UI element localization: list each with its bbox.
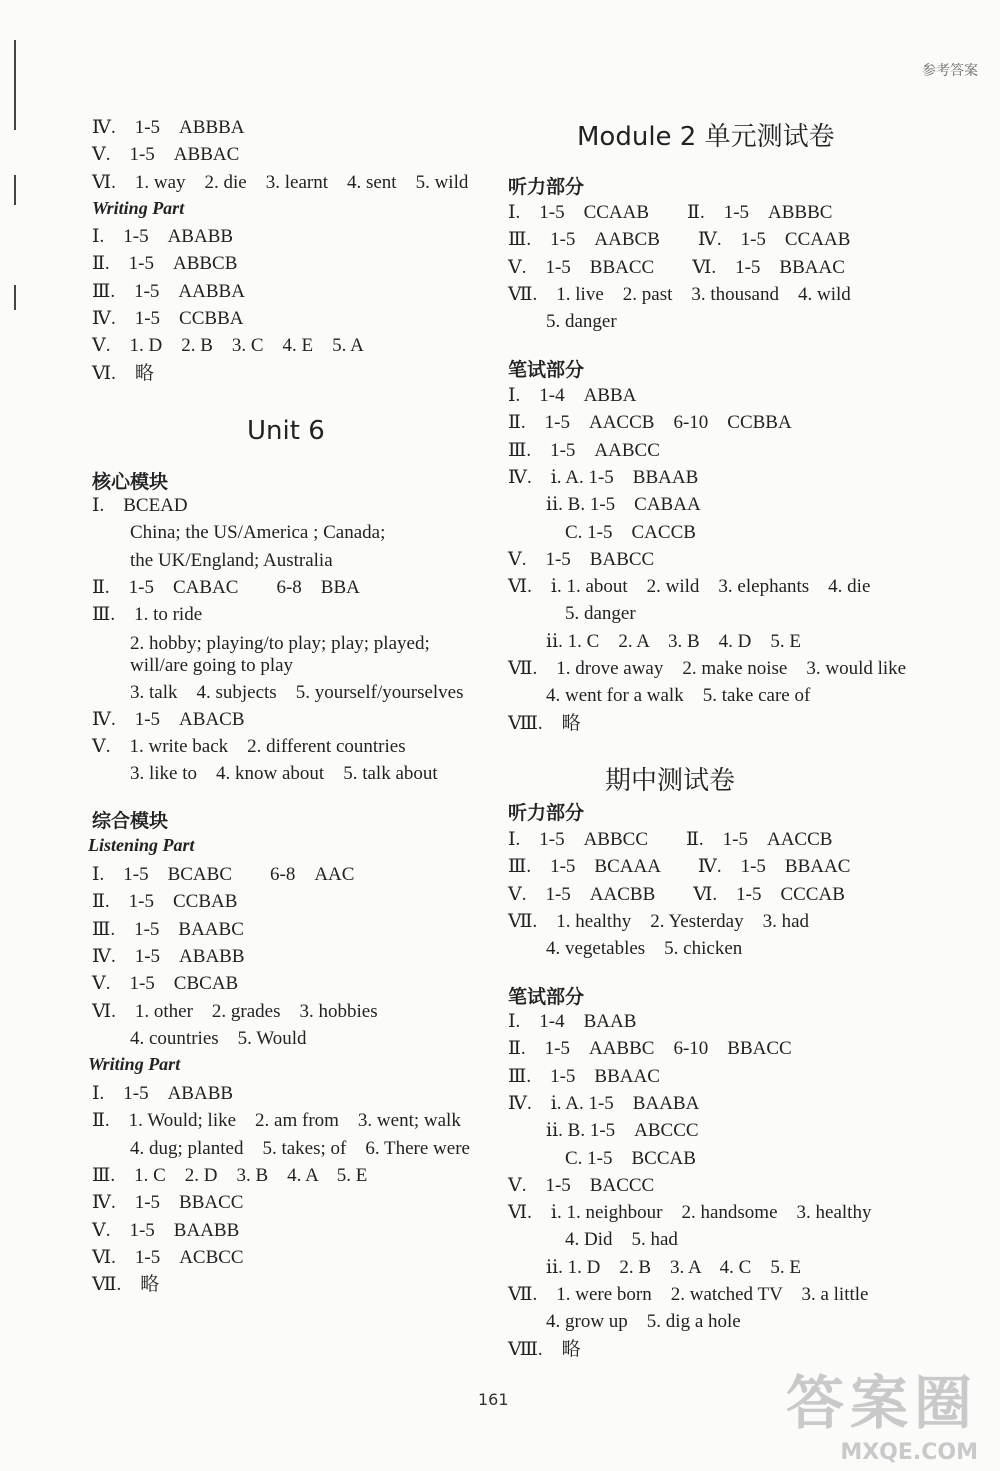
unit-title: Unit 6: [247, 416, 325, 446]
answer-line: Ⅲ. 1. to ride: [92, 604, 203, 625]
answer-line: Ⅴ. 1-5 CBCAB: [92, 973, 239, 995]
answer-line: 3. talk 4. subjects 5. yourself/yourselves: [92, 682, 464, 703]
answer-line: 4. went for a walk 5. take care of: [508, 685, 811, 707]
answer-line: 4. countries 5. Would: [92, 1027, 307, 1049]
answer-line: Ⅰ. 1-5 ABBCC Ⅱ. 1-5 AACCB: [508, 829, 833, 850]
answer-line: ⅱ. B. 1-5 CABAA: [508, 494, 701, 516]
answer-line: Ⅷ. 略: [508, 1338, 581, 1360]
section-heading-written: 笔试部分: [508, 986, 585, 1008]
answer-line: Ⅴ. 1-5 BAABB: [92, 1219, 240, 1241]
answer-line: Ⅵ. 1-5 ACBCC: [92, 1246, 244, 1268]
answer-line: Ⅳ. ⅰ. A. 1-5 BBAAB: [508, 466, 699, 488]
section-heading-listening: 听力部分: [508, 802, 585, 824]
answer-line: Ⅰ. 1-4 BAAB: [508, 1011, 637, 1032]
answer-line: Ⅰ. BCEAD: [92, 495, 188, 516]
answer-line: China; the US/America ; Canada;: [92, 522, 386, 543]
answer-line: Ⅰ. 1-4 ABBA: [508, 385, 637, 406]
answer-line: Ⅷ. 略: [508, 712, 581, 734]
answer-line: Ⅲ. 1-5 AABCC: [508, 439, 660, 461]
answer-line: 2. hobby; playing/to play; play; played;: [92, 633, 430, 654]
answer-line: the UK/England; Australia: [92, 550, 333, 571]
answer-line: Ⅴ. 1-5 ABBAC: [92, 144, 240, 166]
answer-line: 5. danger: [508, 603, 636, 625]
section-heading-listening: 听力部分: [508, 176, 585, 198]
answer-line: ⅱ. 1. D 2. B 3. A 4. C 5. E: [508, 1256, 801, 1278]
answer-line: Ⅴ. 1. write back 2. different countries: [92, 736, 406, 757]
answer-line: Ⅵ. 1. way 2. die 3. learnt 4. sent 5. wild: [92, 171, 469, 193]
answer-line: Ⅴ. 1-5 BBACC Ⅵ. 1-5 BBAAC: [508, 256, 845, 278]
answer-line: Ⅴ. 1. D 2. B 3. C 4. E 5. A: [92, 335, 364, 357]
answer-line: Ⅱ. 1-5 CABAC 6-8 BBA: [92, 577, 360, 598]
answer-line: Ⅰ. 1-5 ABABB: [92, 1083, 234, 1104]
answer-line: Ⅴ. 1-5 AACBB Ⅵ. 1-5 CCCAB: [508, 883, 845, 905]
answer-line: Ⅵ. 略: [92, 362, 154, 384]
answer-line: will/are going to play: [92, 655, 294, 676]
answer-line: Ⅳ. 1-5 CCBBA: [92, 307, 244, 329]
answer-line: 3. like to 4. know about 5. talk about: [92, 763, 438, 784]
answer-line: Ⅳ. 1-5 ABBBA: [92, 117, 245, 138]
answer-line: Ⅲ. 1-5 AABBA: [92, 280, 245, 302]
answer-line: Ⅱ. 1. Would; like 2. am from 3. went; walk: [92, 1110, 461, 1132]
answer-line: 4. vegetables 5. chicken: [508, 938, 743, 960]
answer-line: Ⅶ. 1. live 2. past 3. thousand 4. wild: [508, 283, 851, 305]
module-title: Module 2 单元测试卷: [577, 122, 835, 152]
answer-line: Ⅱ. 1-5 AABBC 6-10 BBACC: [508, 1038, 792, 1060]
answer-line: Ⅰ. 1-5 BCABC 6-8 AAC: [92, 864, 355, 885]
answer-line: 4. Did 5. had: [508, 1229, 678, 1251]
watermark: [786, 1356, 978, 1465]
answer-line: Ⅵ. ⅰ. 1. about 2. wild 3. elephants 4. die: [508, 576, 871, 598]
answer-line: Ⅶ. 1. healthy 2. Yesterday 3. had: [508, 910, 810, 932]
answer-line: Ⅳ. 1-5 ABABB: [92, 945, 245, 967]
answer-line: Ⅲ. 1. C 2. D 3. B 4. A 5. E: [92, 1164, 368, 1186]
section-heading-core: 核心模块: [92, 471, 169, 493]
watermark-main: 答案圈: [785, 1369, 978, 1437]
answer-line: Ⅶ. 略: [92, 1274, 160, 1296]
answer-line: ⅱ. B. 1-5 ABCCC: [508, 1120, 699, 1142]
header-tag: 参考答案: [922, 63, 978, 79]
answer-line: Ⅴ. 1-5 BABCC: [508, 548, 655, 570]
answer-line: Ⅲ. 1-5 AABCB Ⅳ. 1-5 CCAAB: [508, 229, 851, 251]
section-label-listening: Listening Part: [88, 835, 195, 855]
answer-line: Ⅱ. 1-5 AACCB 6-10 CCBBA: [508, 412, 792, 434]
answer-line: 5. danger: [508, 311, 617, 333]
answer-line: Ⅱ. 1-5 ABBCB: [92, 253, 238, 275]
answer-line: Ⅴ. 1-5 BACCC: [508, 1174, 655, 1196]
answer-line: ⅱ. 1. C 2. A 3. B 4. D 5. E: [508, 630, 801, 652]
scan-edge-mark: [14, 40, 16, 130]
answer-line: Ⅵ. ⅰ. 1. neighbour 2. handsome 3. healthy: [508, 1202, 872, 1224]
answer-line: Ⅳ. 1-5 ABACB: [92, 709, 245, 730]
answer-line: Ⅳ. ⅰ. A. 1-5 BAABA: [508, 1092, 700, 1114]
answer-line: Ⅲ. 1-5 BBAAC: [508, 1065, 660, 1087]
answer-line: Ⅲ. 1-5 BAABC: [92, 918, 244, 940]
answer-line: Ⅲ. 1-5 BCAAA Ⅳ. 1-5 BBAAC: [508, 856, 851, 878]
answer-line: Ⅵ. 1. other 2. grades 3. hobbies: [92, 1000, 378, 1022]
section-label-writing: Writing Part: [88, 1054, 181, 1074]
section-label-writing: Writing Part: [92, 198, 185, 218]
scan-edge-mark: [14, 285, 16, 310]
answer-line: Ⅰ. 1-5 CCAAB Ⅱ. 1-5 ABBBC: [508, 202, 833, 223]
watermark-sub: MXQE.COM: [840, 1440, 978, 1465]
section-heading-comprehensive: 综合模块: [92, 810, 169, 832]
answer-line: Ⅶ. 1. were born 2. watched TV 3. a little: [508, 1284, 869, 1305]
answer-line: Ⅳ. 1-5 BBACC: [92, 1192, 244, 1214]
answer-line: Ⅰ. 1-5 ABABB: [92, 226, 234, 247]
answer-line: Ⅶ. 1. drove away 2. make noise 3. would like: [508, 658, 907, 679]
answer-line: C. 1-5 CACCB: [508, 521, 696, 543]
midterm-title: 期中测试卷: [605, 766, 736, 796]
scan-edge-mark: [14, 175, 16, 205]
answer-line: 4. grow up 5. dig a hole: [508, 1311, 741, 1333]
answer-line: C. 1-5 BCCAB: [508, 1147, 696, 1169]
answer-line: Ⅱ. 1-5 CCBAB: [92, 891, 238, 913]
section-heading-written: 笔试部分: [508, 359, 585, 381]
answer-line: 4. dug; planted 5. takes; of 6. There were: [92, 1137, 470, 1159]
page-number: 161: [478, 1390, 509, 1409]
